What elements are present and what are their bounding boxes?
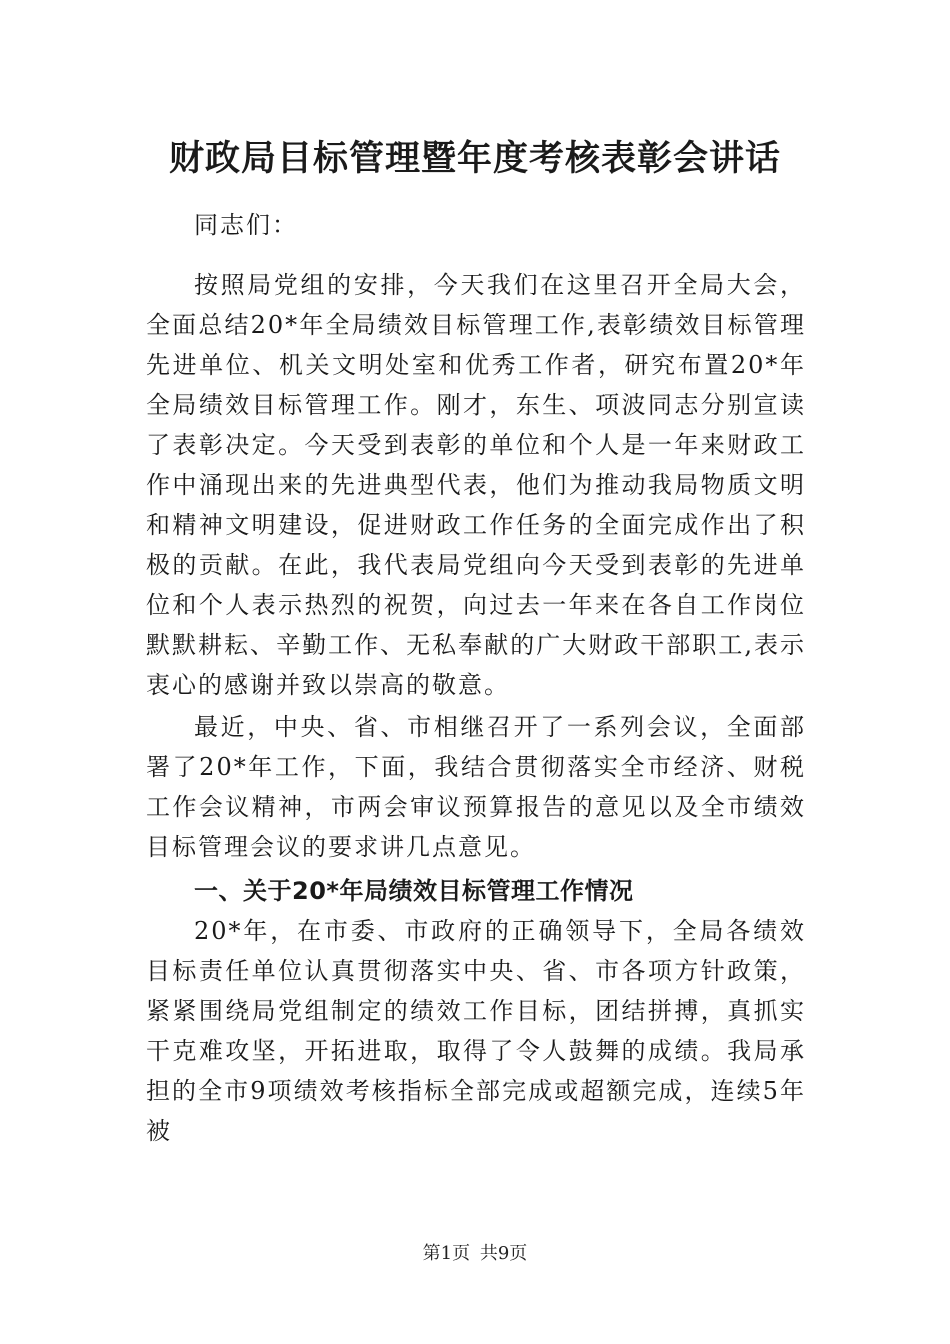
document-body (146, 175, 806, 1151)
paragraph-meetings: 最近，中央、省、市相继召开了一系列会议，全面部署了20*年工作，下面，我结合贯彻落实全市经济、财税工作会议精神，市两会审议预算报告的意见以及全市绩效目标管理会议的要求讲几点意见。 (146, 713, 806, 861)
section-heading-1: 一、关于20*年局绩效目标管理工作情况 (194, 877, 634, 905)
page-footer (0, 1242, 950, 1266)
salutation: 同志们： (194, 211, 298, 239)
paragraph-intro: 按照局党组的安排，今天我们在这里召开全局大会，全面总结20*年全局绩效目标管理工作,表彰绩效目标管理先进单位、机关文明处室和优秀工作者，研究布置20*年全局绩效目标管理工作。刚才，东生、项波同志分别宣读了表彰决定。今天受到表彰的单位和个人是一年来财政工作中涌现出来的先进典型代表，他们为推动我局物质文明和精神文明建设，促进财政工作任务的全面完成作出了积极的贡献。在此，我代表局党组向今天受到表彰的先进单位和个人表示热烈的祝贺，向过去一年来在各自工作岗位默默耕耘、辛勤工作、无私奉献的广大财政干部职工,表示衷心的感谢并致以崇高的敬意。 (146, 271, 806, 699)
document-title: 财政局目标管理暨年度考核表彰会讲话 (168, 139, 781, 179)
paragraph-section-1: 20*年，在市委、市政府的正确领导下，全局各绩效目标责任单位认真贯彻落实中央、省、市各项方针政策，紧紧围绕局党组制定的绩效工作目标，团结拼搏，真抓实干克难攻坚，开拓进取，取得了令人鼓舞的成绩。我局承担的全市9项绩效考核指标全部完成或超额完成，连续5年被 (146, 917, 806, 1145)
page-total: 共9页 (479, 1243, 528, 1264)
page-number: 第1页 (422, 1243, 471, 1264)
